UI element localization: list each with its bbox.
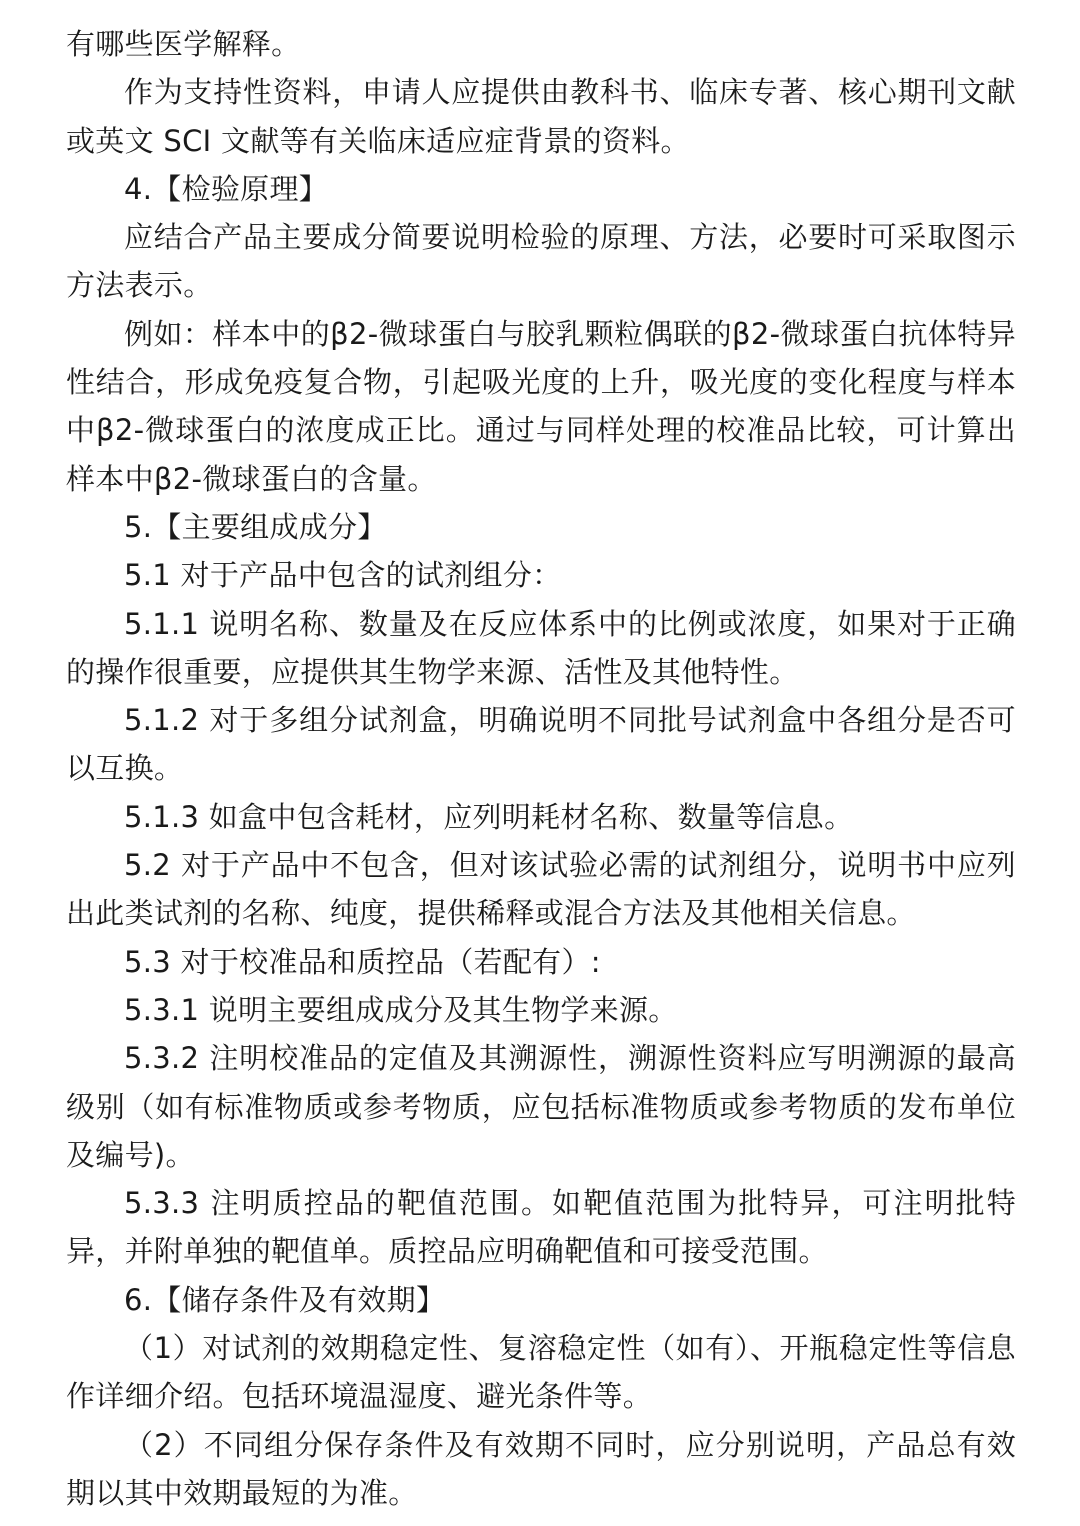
item-5-1-3: 5.1.3 如盒中包含耗材，应列明耗材名称、数量等信息。 — [124, 799, 854, 834]
storage-item-1: （1）对试剂的效期稳定性、复溶稳定性（如有）、开瓶稳定性等信息作详细介绍。包括环境温湿度、避光条件等。 — [66, 1331, 1016, 1414]
subsection-5-1: 5.1 对于产品中包含的试剂组分： — [124, 558, 562, 593]
item-5-1-2: 5.1.2 对于多组分试剂盒，明确说明不同批号试剂盒中各组分是否可以互换。 — [66, 703, 1016, 786]
section-heading-storage: 6.【储存条件及有效期】 — [124, 1282, 446, 1317]
subsection-5-3: 5.3 对于校准品和质控品（若配有）: — [124, 944, 601, 979]
paragraph-example: 例如：样本中的β2-微球蛋白与胶乳颗粒偶联的β2-微球蛋白抗体特异性结合，形成免疫复合物，引起吸光度的上升，吸光度的变化程度与样本中β2-微球蛋白的浓度成正比。通过与同样处理的校准品比较，可计算出样本中β2-微球蛋白的含量。 — [66, 316, 1016, 496]
section-heading-main-components: 5.【主要组成成分】 — [124, 509, 387, 544]
item-5-3-3: 5.3.3 注明质控品的靶值范围。如靶值范围为批特异，可注明批特异，并附单独的靶值单。质控品应明确靶值和可接受范围。 — [66, 1186, 1016, 1269]
storage-item-2: （2）不同组分保存条件及有效期不同时，应分别说明，产品总有效期以其中效期最短的为准。 — [66, 1427, 1016, 1510]
item-5-3-1: 5.3.1 说明主要组成成分及其生物学来源。 — [124, 992, 678, 1027]
subsection-5-2: 5.2 对于产品中不包含，但对该试验必需的试剂组分，说明书中应列出此类试剂的名称、纯度，提供稀释或混合方法及其他相关信息。 — [66, 848, 1016, 931]
paragraph-supporting-materials: 作为支持性资料，申请人应提供由教科书、临床专著、核心期刊文献或英文 SCI 文献等有关临床适应症背景的资料。 — [66, 75, 1016, 158]
item-5-1-1: 5.1.1 说明名称、数量及在反应体系中的比例或浓度，如果对于正确的操作很重要，应提供其生物学来源、活性及其他特性。 — [66, 606, 1016, 689]
paragraph-test-principle: 应结合产品主要成分简要说明检验的原理、方法，必要时可采取图示方法表示。 — [66, 220, 1016, 303]
paragraph-continuation: 有哪些医学解释。 — [66, 27, 301, 61]
section-heading-test-principle: 4.【检验原理】 — [124, 171, 329, 206]
item-5-3-2: 5.3.2 注明校准品的定值及其溯源性，溯源性资料应写明溯源的最高级别（如有标准物质或参考物质，应包括标准物质或参考物质的发布单位及编号)。 — [66, 1041, 1016, 1172]
